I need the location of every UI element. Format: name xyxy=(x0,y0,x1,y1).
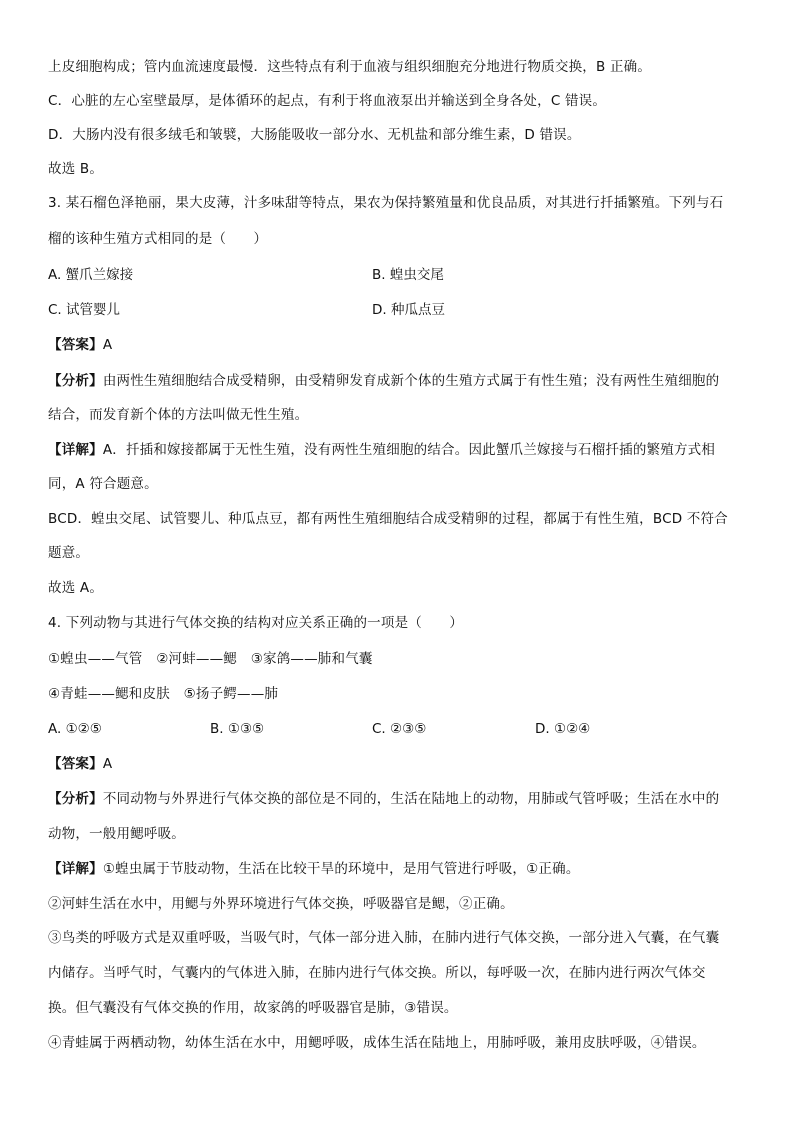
text-line: BCD．蝗虫交尾、试管婴儿、种瓜点豆，都有两性生殖细胞结合成受精卵的过程，都属于有性生殖，BCD 不符合 xyxy=(48,511,728,527)
q4-option-c: C. ②③⑤ xyxy=(372,721,427,737)
text-line: 动物，一般用鳃呼吸。 xyxy=(48,826,185,842)
question-4-items: ①蝗虫——气管 ②河蚌——鳃 ③家鸽——肺和气囊 xyxy=(48,651,373,667)
text-line: 内储存。当呼气时，气囊内的气体进入肺，在肺内进行气体交换。所以，每呼吸一次，在肺内进行两次气体交 xyxy=(48,965,706,981)
q4-option-d: D. ①②④ xyxy=(535,721,591,737)
answer-line xyxy=(48,336,112,354)
detail-line xyxy=(48,441,715,459)
detail-tag: 【详解】 xyxy=(48,442,103,458)
detail-text: A．扦插和嫁接都属于无性生殖，没有两性生殖细胞的结合。因此蟹爪兰嫁接与石榴扦插的繁殖方式相 xyxy=(102,442,716,458)
text-line: ③鸟类的呼吸方式是双重呼吸，当吸气时，气体一部分进入肺，在肺内进行气体交换，一部分进入气囊，在气囊 xyxy=(48,930,720,946)
text-line: 题意。 xyxy=(48,545,90,561)
q4-option-b: B. ①③⑤ xyxy=(210,721,265,737)
text-line: 故选 B。 xyxy=(48,161,104,177)
question-3-stem: 榴的该种生殖方式相同的是（ ） xyxy=(48,231,268,247)
question-4-items: ④青蛙——鳃和皮肤 ⑤扬子鳄——肺 xyxy=(48,686,279,702)
text-line: 结合，而发育新个体的方法叫做无性生殖。 xyxy=(48,407,309,423)
q3-option-d: D. 种瓜点豆 xyxy=(372,302,445,318)
text-line: C．心脏的左心室壁最厚，是体循环的起点，有利于将血液泵出并输送到全身各处，C 错误。 xyxy=(48,93,607,109)
text-line: ②河蚌生活在水中，用鳃与外界环境进行气体交换，呼吸器官是鳃，②正确。 xyxy=(48,896,514,912)
question-3-stem: 3. 某石榴色泽艳丽，果大皮薄，汁多味甜等特点，果农为保持繁殖量和优良品质，对其进行扦插繁殖。下列与石 xyxy=(48,195,724,211)
question-4-stem: 4. 下列动物与其进行气体交换的结构对应关系正确的一项是（ ） xyxy=(48,615,464,631)
analysis-text: 由两性生殖细胞结合成受精卵，由受精卵发育成新个体的生殖方式属于有性生殖；没有两性生殖细胞的 xyxy=(102,373,720,389)
detail-line xyxy=(48,860,580,878)
q4-option-a: A. ①②⑤ xyxy=(48,721,102,737)
q3-option-c: C. 试管婴儿 xyxy=(48,302,121,318)
text-line: 同，A 符合题意。 xyxy=(48,476,158,492)
detail-text: ①蝗虫属于节肢动物，生活在比较干旱的环境中，是用气管进行呼吸，①正确。 xyxy=(102,861,580,877)
answer-tag: 【答案】 xyxy=(48,756,103,772)
detail-tag: 【详解】 xyxy=(48,861,103,877)
text-line: 故选 A。 xyxy=(48,580,104,596)
answer-tag: 【答案】 xyxy=(48,337,103,353)
text-line: D．大肠内没有很多绒毛和皱襞，大肠能吸收一部分水、无机盐和部分维生素，D 错误。 xyxy=(48,127,581,143)
answer-text: A xyxy=(102,337,113,353)
text-line: ④青蛙属于两栖动物，幼体生活在水中，用鳃呼吸，成体生活在陆地上，用肺呼吸，兼用皮肤呼吸，④错误。 xyxy=(48,1035,706,1051)
analysis-line xyxy=(48,372,719,390)
analysis-text: 不同动物与外界进行气体交换的部位是不同的，生活在陆地上的动物，用肺或气管呼吸；生活在水中的 xyxy=(102,791,720,807)
q3-option-a: A. 蟹爪兰嫁接 xyxy=(48,267,134,283)
answer-line xyxy=(48,755,112,773)
text-line: 上皮细胞构成；管内血流速度最慢．这些特点有利于血液与组织细胞充分地进行物质交换，B 正确。 xyxy=(48,59,652,75)
text-line: 换。但气囊没有气体交换的作用，故家鸽的呼吸器官是肺，③错误。 xyxy=(48,1000,458,1016)
analysis-tag: 【分析】 xyxy=(48,791,103,807)
analysis-tag: 【分析】 xyxy=(48,373,103,389)
analysis-line xyxy=(48,790,719,808)
answer-text: A xyxy=(102,756,113,772)
q3-option-b: B. 蝗虫交尾 xyxy=(372,267,444,283)
